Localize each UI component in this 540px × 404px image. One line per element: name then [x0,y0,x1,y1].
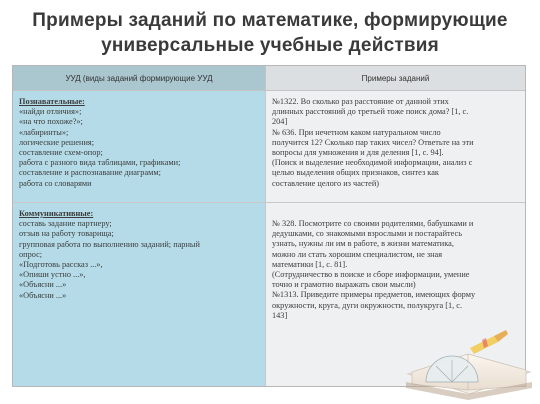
text-line: окружности, круга, дуги окружности, полукруга [1, с. [272,300,463,310]
text-line: (Сотрудничество в поиске и сборе информации, умение [272,270,470,280]
list-item: составление и распознавание диаграмм; [19,168,161,178]
text-line: 204] [272,117,288,127]
cognitive-heading: Познавательные: [19,97,85,106]
text-line: узнать, нужны ли им в работе, в жизни математика, [272,239,454,249]
text-line: составление целого из частей) [272,178,380,188]
list-item: составь задание партнеру; [19,219,112,229]
table-header-uud: УУД (виды заданий формирующие УУД [13,66,265,91]
text-line: получится 12? Сколько пар таких чисел? Ответьте на эти [272,137,474,147]
text-line: можно ли стать хорошим специалистом, не зная [272,249,443,259]
list-item: опрос; [19,249,43,259]
text-line: 143] [272,310,288,320]
list-item: «найди отличия»; [19,107,82,117]
list-item: работа с разного вида таблицами, графиками; [19,158,181,168]
communicative-heading: Коммуникативные: [19,209,94,218]
list-item: работа со словарями [19,178,92,188]
text-line: №1322. Во сколько раз расстояние от данной этих [272,97,449,106]
text-line: целью выделения общих признаков, синтез как [272,168,439,178]
list-item: логические решения; [19,137,95,147]
table-cell-cognitive [13,91,265,203]
text-line: математики [1, с. 81]. [272,259,348,269]
text-line: точно и грамотно выражать свои мысли) [272,280,416,290]
list-item: «Объясни ...» [19,280,67,290]
text-line: №1313. Приведите примеры предметов, имеющих форму [272,290,476,300]
spacer [272,209,519,219]
list-item: групповая работа по выполнению заданий; парный [19,239,200,249]
list-item: «на что похоже?»; [19,117,83,127]
text-line: дедушками, со знакомыми взрослыми и постарайтесь [272,229,462,239]
book-illustration-icon [398,312,538,402]
text-line: вопросы для умножения и для деления [1, с. 94]. [272,148,444,158]
table-cell-communicative [13,203,265,386]
text-line: (Поиск и выделение необходимой информации, анализ с [272,158,473,168]
table-cell-cognitive-examples [265,91,525,203]
title-line-2: универсальные учебные действия [101,35,439,56]
table-header-examples: Примеры заданий [265,66,525,91]
title-line-1: Примеры заданий по математике, формирующие [32,10,508,31]
list-item: составление схем-опор; [19,148,103,158]
text-line: № 636. При нечетном каком натуральном число [272,127,441,137]
text-line: длинных расстояний до третьей тоже поиск дома? [1, с. [272,107,469,117]
page-title [0,8,540,58]
list-item: «Подготовь рассказ ...», [19,260,103,270]
list-item: «Опиши устно ...», [19,270,86,280]
text-line: № 328. Посмотрите со своими родителями, бабушками и [272,219,474,228]
list-item: «Объясни ...» [19,290,67,300]
list-item: отзыв на работу товарища; [19,229,114,239]
list-item: «лабиринты»; [19,127,69,137]
